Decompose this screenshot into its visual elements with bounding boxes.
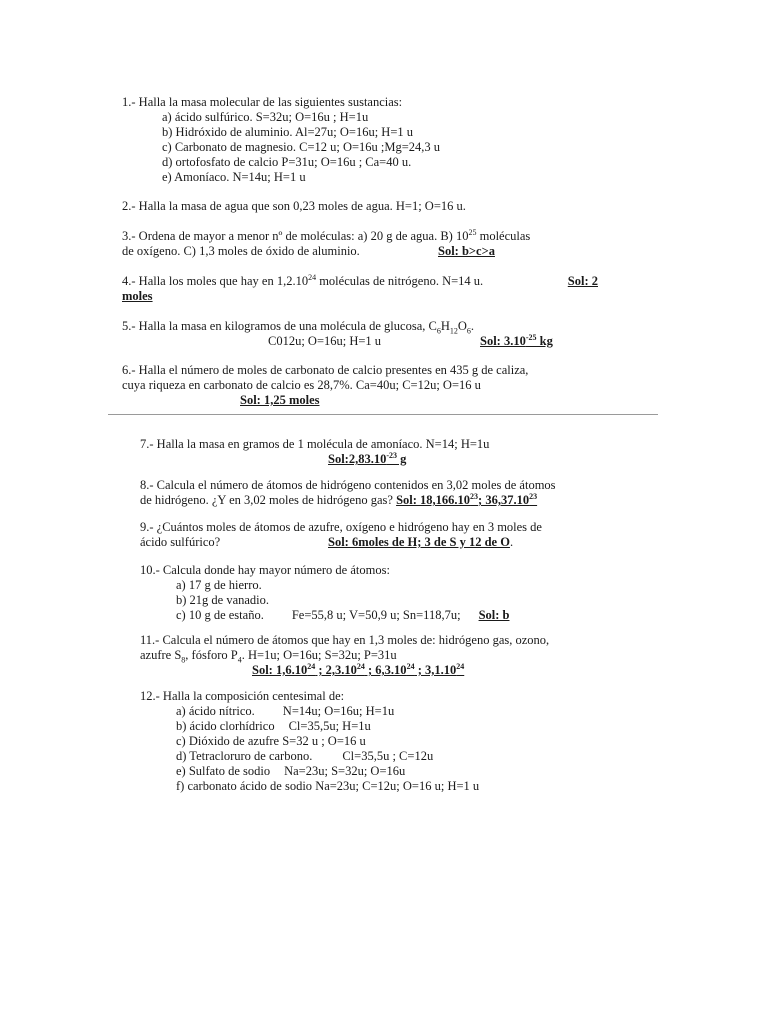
exercise-12 xyxy=(140,689,592,794)
exercise-10 xyxy=(140,563,592,623)
exercise-1 xyxy=(122,95,612,185)
exercise-3-exponent: 25 xyxy=(468,227,477,237)
section-divider xyxy=(108,414,658,415)
exercise-12-item-a xyxy=(140,704,592,719)
exercise-11-subscript-p: 4 xyxy=(237,655,242,665)
exercise-12-item-e xyxy=(140,764,592,779)
exercise-7 xyxy=(140,437,592,467)
exercise-12-item-e-name: e) Sulfato de sodio xyxy=(176,764,271,778)
exercise-11 xyxy=(140,633,592,678)
exercise-11-solution-1: Sol: 1,6.10 xyxy=(252,663,308,677)
exercise-12-item-c-name: c) Dióxido de azufre xyxy=(176,734,280,748)
exercise-12-item-f-name: f) carbonato ácido de sodio xyxy=(176,779,313,793)
exercise-11-data: . H=1u; O=16u; S=32u; P=31u xyxy=(241,648,397,662)
exercise-11-subscript-s: 8 xyxy=(181,655,186,665)
exercise-12-item-e-data: Na=23u; S=32u; O=16u xyxy=(284,764,406,778)
exercise-9 xyxy=(140,520,592,550)
exercise-11-exponent-4: 24 xyxy=(456,661,465,671)
exercise-5-subscript-o: 6 xyxy=(466,326,471,336)
exercise-8-solution-b: ; 36,37.10 xyxy=(478,493,530,507)
exercise-10-title: 10.- Calcula donde hay mayor número de átomos: xyxy=(140,563,390,577)
exercise-12-item-b-data: Cl=35,5u; H=1u xyxy=(288,719,371,733)
exercise-12-item-c xyxy=(140,734,592,749)
exercise-6-line-2: cuya riqueza en carbonato de calcio es 28,7%. Ca=40u; C=12u; O=16 u xyxy=(122,378,481,392)
exercise-10-solution: Sol: b xyxy=(478,608,510,622)
exercise-5-solution-unit: kg xyxy=(536,334,553,348)
exercise-7-solution: Sol:2,83.10 xyxy=(328,452,387,466)
exercise-9-line-2: ácido sulfúrico? xyxy=(140,535,221,549)
exercise-10-item-c: c) 10 g de estaño. xyxy=(176,608,264,622)
exercise-11-solution-2: ; 2,3.10 xyxy=(315,663,357,677)
exercise-8-solution-a: Sol: 18,166.10 xyxy=(396,493,471,507)
exercise-10-item-a: a) 17 g de hierro. xyxy=(176,578,262,592)
exercise-7-text: 7.- Halla la masa en gramos de 1 molécula de amoníaco. N=14; H=1u xyxy=(140,437,490,451)
exercise-1-title: 1.- Halla la masa molecular de las siguientes sustancias: xyxy=(122,95,403,109)
exercise-11-exponent-2: 24 xyxy=(356,661,365,671)
exercise-12-title: 12.- Halla la composición centesimal de: xyxy=(140,689,345,703)
exercise-2: 2.- Halla la masa de agua que son 0,23 moles de agua. H=1; O=16 u. xyxy=(122,199,466,213)
exercise-12-item-f-data: Na=23u; C=12u; O=16 u; H=1 u xyxy=(315,779,480,793)
exercise-5-o: O xyxy=(457,319,467,333)
exercise-3-solution: Sol: b>c>a xyxy=(438,244,495,258)
exercise-5 xyxy=(122,319,612,349)
exercise-11-solution-4: ; 3,1.10 xyxy=(414,663,457,677)
exercise-12-item-f xyxy=(140,779,592,794)
exercise-5-solution: Sol: 3.10 xyxy=(480,334,526,348)
exercise-8-solution-a-exponent: 23 xyxy=(470,491,479,501)
exercise-3 xyxy=(122,229,612,259)
exercise-4-solution: Sol: 2 xyxy=(567,274,598,288)
exercise-11-exponent-1: 24 xyxy=(307,661,316,671)
exercise-11-line-1: 11.- Calcula el número de átomos que hay en 1,3 moles de: hidrógeno gas, ozono, xyxy=(140,633,550,647)
exercise-11-text-a: azufre S xyxy=(140,648,182,662)
exercise-4-text-end: moléculas de nitrógeno. N=14 u. xyxy=(316,274,484,288)
exercise-5-period: . xyxy=(470,319,475,333)
exercise-1-item-d: d) ortofosfato de calcio P=31u; O=16u ; Ca=40 u. xyxy=(162,155,412,169)
exercise-6-solution: Sol: 1,25 moles xyxy=(240,393,320,407)
exercise-9-solution: Sol: 6moles de H; 3 de S y 12 de O xyxy=(328,535,510,549)
exercise-12-item-c-data: S=32 u ; O=16 u xyxy=(282,734,366,748)
exercise-9-line-1: 9.- ¿Cuántos moles de átomos de azufre, oxígeno e hidrógeno hay en 3 moles de xyxy=(140,520,542,534)
exercise-1-item-a: a) ácido sulfúrico. S=32u; O=16u ; H=1u xyxy=(162,110,369,124)
exercise-6 xyxy=(122,363,612,408)
exercise-10-item-b: b) 21g de vanadio. xyxy=(176,593,270,607)
exercise-4-exponent: 24 xyxy=(308,272,317,282)
exercise-8-solution-b-exponent: 23 xyxy=(529,491,538,501)
exercise-8-line-2: de hidrógeno. ¿Y en 3,02 moles de hidrógeno gas? xyxy=(140,493,393,507)
exercise-9-period: . xyxy=(509,535,514,549)
exercise-5-h: H xyxy=(440,319,450,333)
exercise-12-item-b-name: b) ácido clorhídrico xyxy=(176,719,275,733)
exercise-3-line-2: de oxígeno. C) 1,3 moles de óxido de aluminio. xyxy=(122,244,360,258)
exercise-12-item-a-name: a) ácido nítrico. xyxy=(176,704,255,718)
exercise-1-item-c: c) Carbonato de magnesio. C=12 u; O=16u ;Mg=24,3 u xyxy=(162,140,441,154)
exercise-1-item-b: b) Hidróxido de aluminio. Al=27u; O=16u; H=1 u xyxy=(162,125,413,139)
exercise-4-solution-unit: moles xyxy=(122,289,153,303)
exercise-8-line-1: 8.- Calcula el número de átomos de hidrógeno contenidos en 3,02 moles de átomos xyxy=(140,478,556,492)
exercise-5-solution-exponent: -25 xyxy=(525,332,537,342)
exercise-5-subscript-h: 12 xyxy=(449,326,458,336)
exercise-11-solution-3: ; 6,3.10 xyxy=(364,663,407,677)
exercise-12-item-b xyxy=(140,719,592,734)
exercise-1-item-e: e) Amoníaco. N=14u; H=1 u xyxy=(162,170,306,184)
exercise-4 xyxy=(122,274,612,304)
exercise-12-item-d-data: Cl=35,5u ; C=12u xyxy=(342,749,434,763)
exercise-6-line-1: 6.- Halla el número de moles de carbonato de calcio presentes en 435 g de caliza, xyxy=(122,363,529,377)
exercise-3-text: 3.- Ordena de mayor a menor nº de moléculas: a) 20 g de agua. B) 10 xyxy=(122,229,469,243)
exercise-3-text-end: moléculas xyxy=(476,229,531,243)
exercise-5-text: 5.- Halla la masa en kilogramos de una molécula de glucosa, C xyxy=(122,319,437,333)
exercise-4-text: 4.- Halla los moles que hay en 1,2.10 xyxy=(122,274,309,288)
exercise-12-item-a-data: N=14u; O=16u; H=1u xyxy=(282,704,395,718)
exercise-12-item-d xyxy=(140,749,592,764)
exercise-11-exponent-3: 24 xyxy=(406,661,415,671)
exercise-8 xyxy=(140,478,592,508)
exercise-7-solution-exponent: -23 xyxy=(386,450,398,460)
exercise-12-item-d-name: d) Tetracloruro de carbono. xyxy=(176,749,313,763)
exercise-5-subscript-c: 6 xyxy=(436,326,441,336)
exercise-10-data: Fe=55,8 u; V=50,9 u; Sn=118,7u; xyxy=(291,608,461,622)
exercise-7-solution-unit: g xyxy=(397,452,407,466)
exercise-11-text-b: , fósforo P xyxy=(185,648,238,662)
exercise-5-data: C012u; O=16u; H=1 u xyxy=(268,334,382,348)
